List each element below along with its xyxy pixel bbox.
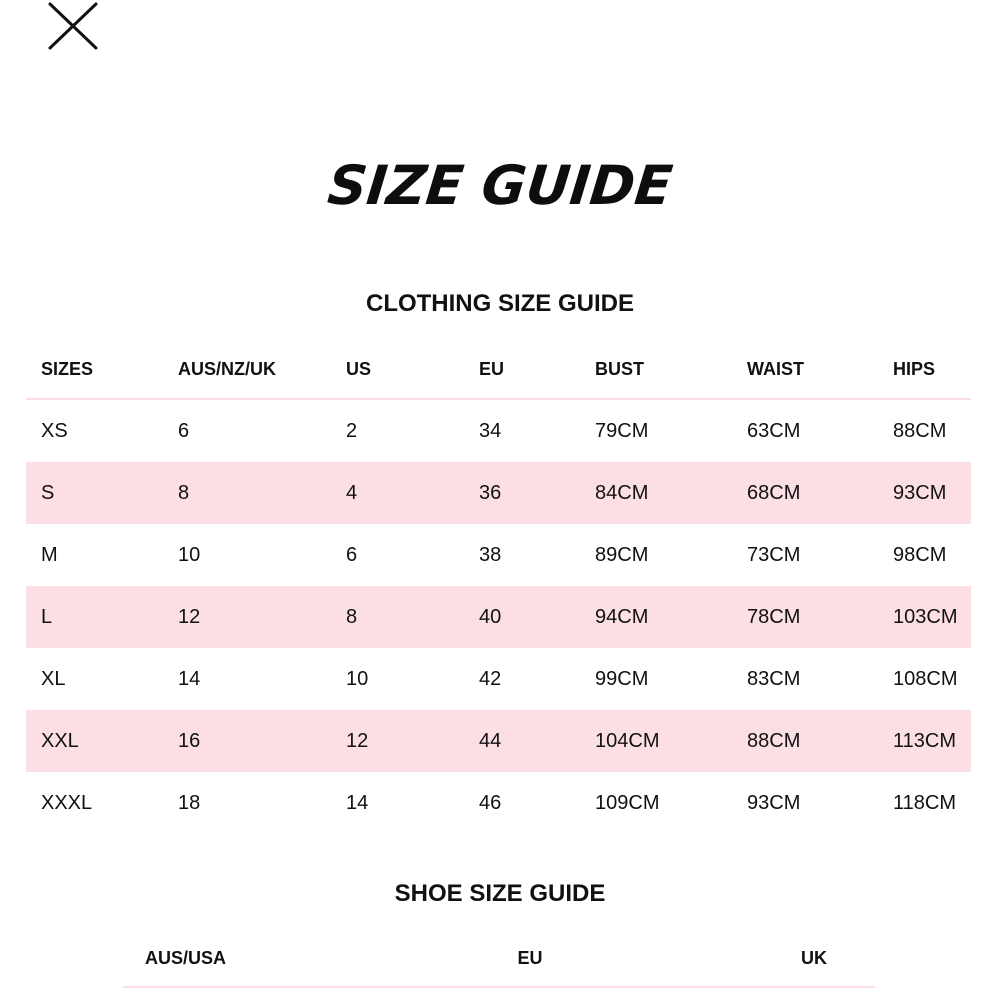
cell-eu: 34	[479, 419, 502, 442]
cell-aus-nz-uk: 18	[178, 791, 201, 814]
cell-bust: 79CM	[595, 419, 649, 442]
cell-size: S	[26, 462, 178, 524]
column-header-uk: UK	[665, 930, 875, 987]
cell-eu: 44	[479, 710, 595, 772]
cell-bust: 94CM	[595, 586, 747, 648]
cell-eu: 38	[479, 543, 502, 566]
table-row	[26, 462, 971, 524]
table-row	[26, 399, 971, 462]
table-row	[26, 648, 971, 710]
cell-bust: 109CM	[595, 791, 660, 814]
cell-hips: 103CM	[893, 586, 971, 648]
cell-us: 2	[346, 419, 358, 442]
table-header-row	[26, 340, 971, 399]
column-header-aus-nz-uk: AUS/NZ/UK	[178, 340, 346, 399]
cell-us: 10	[346, 667, 369, 690]
cell-bust: 99CM	[595, 667, 649, 690]
cell-size: XS	[41, 419, 68, 442]
cell-aus-nz-uk: 14	[178, 667, 201, 690]
cell-aus-nz-uk: 10	[178, 543, 201, 566]
column-header-aus-usa: AUS/USA	[123, 930, 395, 987]
cell-waist: 83CM	[747, 667, 801, 690]
cell-hips: 93CM	[893, 462, 971, 524]
cell-hips: 108CM	[893, 667, 958, 690]
cell-waist: 78CM	[747, 586, 893, 648]
cell-us: 4	[346, 462, 479, 524]
cell-aus-nz-uk: 6	[178, 419, 190, 442]
cell-us: 14	[346, 791, 369, 814]
close-icon	[46, 0, 100, 54]
cell-hips: 113CM	[893, 710, 971, 772]
cell-us: 12	[346, 710, 479, 772]
cell-bust: 84CM	[595, 462, 747, 524]
cell-us: 8	[346, 586, 479, 648]
column-header-waist: WAIST	[747, 340, 893, 399]
cell-bust: 104CM	[595, 710, 747, 772]
cell-waist: 88CM	[747, 710, 893, 772]
cell-waist: 93CM	[747, 791, 801, 814]
table-row	[26, 710, 971, 772]
cell-size: M	[41, 543, 58, 566]
column-header-hips: HIPS	[893, 340, 971, 399]
cell-hips: 88CM	[893, 419, 947, 442]
shoe-size-table	[123, 930, 875, 988]
cell-eu: 36	[479, 462, 595, 524]
cell-us: 6	[346, 543, 358, 566]
cell-aus-nz-uk: 16	[178, 710, 346, 772]
cell-size: XL	[41, 667, 66, 690]
column-header-sizes: SIZES	[26, 340, 178, 399]
cell-waist: 63CM	[747, 419, 801, 442]
column-header-eu: EU	[479, 340, 595, 399]
table-header-row	[123, 930, 875, 987]
cell-eu: 46	[479, 791, 502, 814]
cell-size: XXXL	[41, 791, 93, 814]
column-header-eu: EU	[395, 930, 665, 987]
table-row	[26, 772, 971, 834]
cell-hips: 118CM	[893, 791, 956, 814]
cell-waist: 68CM	[747, 462, 893, 524]
cell-aus-nz-uk: 12	[178, 586, 346, 648]
cell-size: XXL	[26, 710, 178, 772]
table-row	[26, 524, 971, 586]
column-header-us: US	[346, 340, 479, 399]
cell-eu: 40	[479, 586, 595, 648]
cell-eu: 42	[479, 667, 502, 690]
table-row	[26, 586, 971, 648]
cell-size: L	[26, 586, 178, 648]
clothing-size-table	[26, 340, 971, 834]
shoe-size-guide-title: SHOE SIZE GUIDE	[394, 880, 606, 907]
close-button[interactable]	[46, 0, 100, 54]
cell-aus-nz-uk: 8	[178, 462, 346, 524]
clothing-size-guide-title: CLOTHING SIZE GUIDE	[365, 290, 634, 317]
cell-bust: 89CM	[595, 543, 649, 566]
cell-hips: 98CM	[893, 543, 947, 566]
cell-waist: 73CM	[747, 543, 801, 566]
page-title: SIZE GUIDE	[324, 154, 676, 217]
column-header-bust: BUST	[595, 340, 747, 399]
